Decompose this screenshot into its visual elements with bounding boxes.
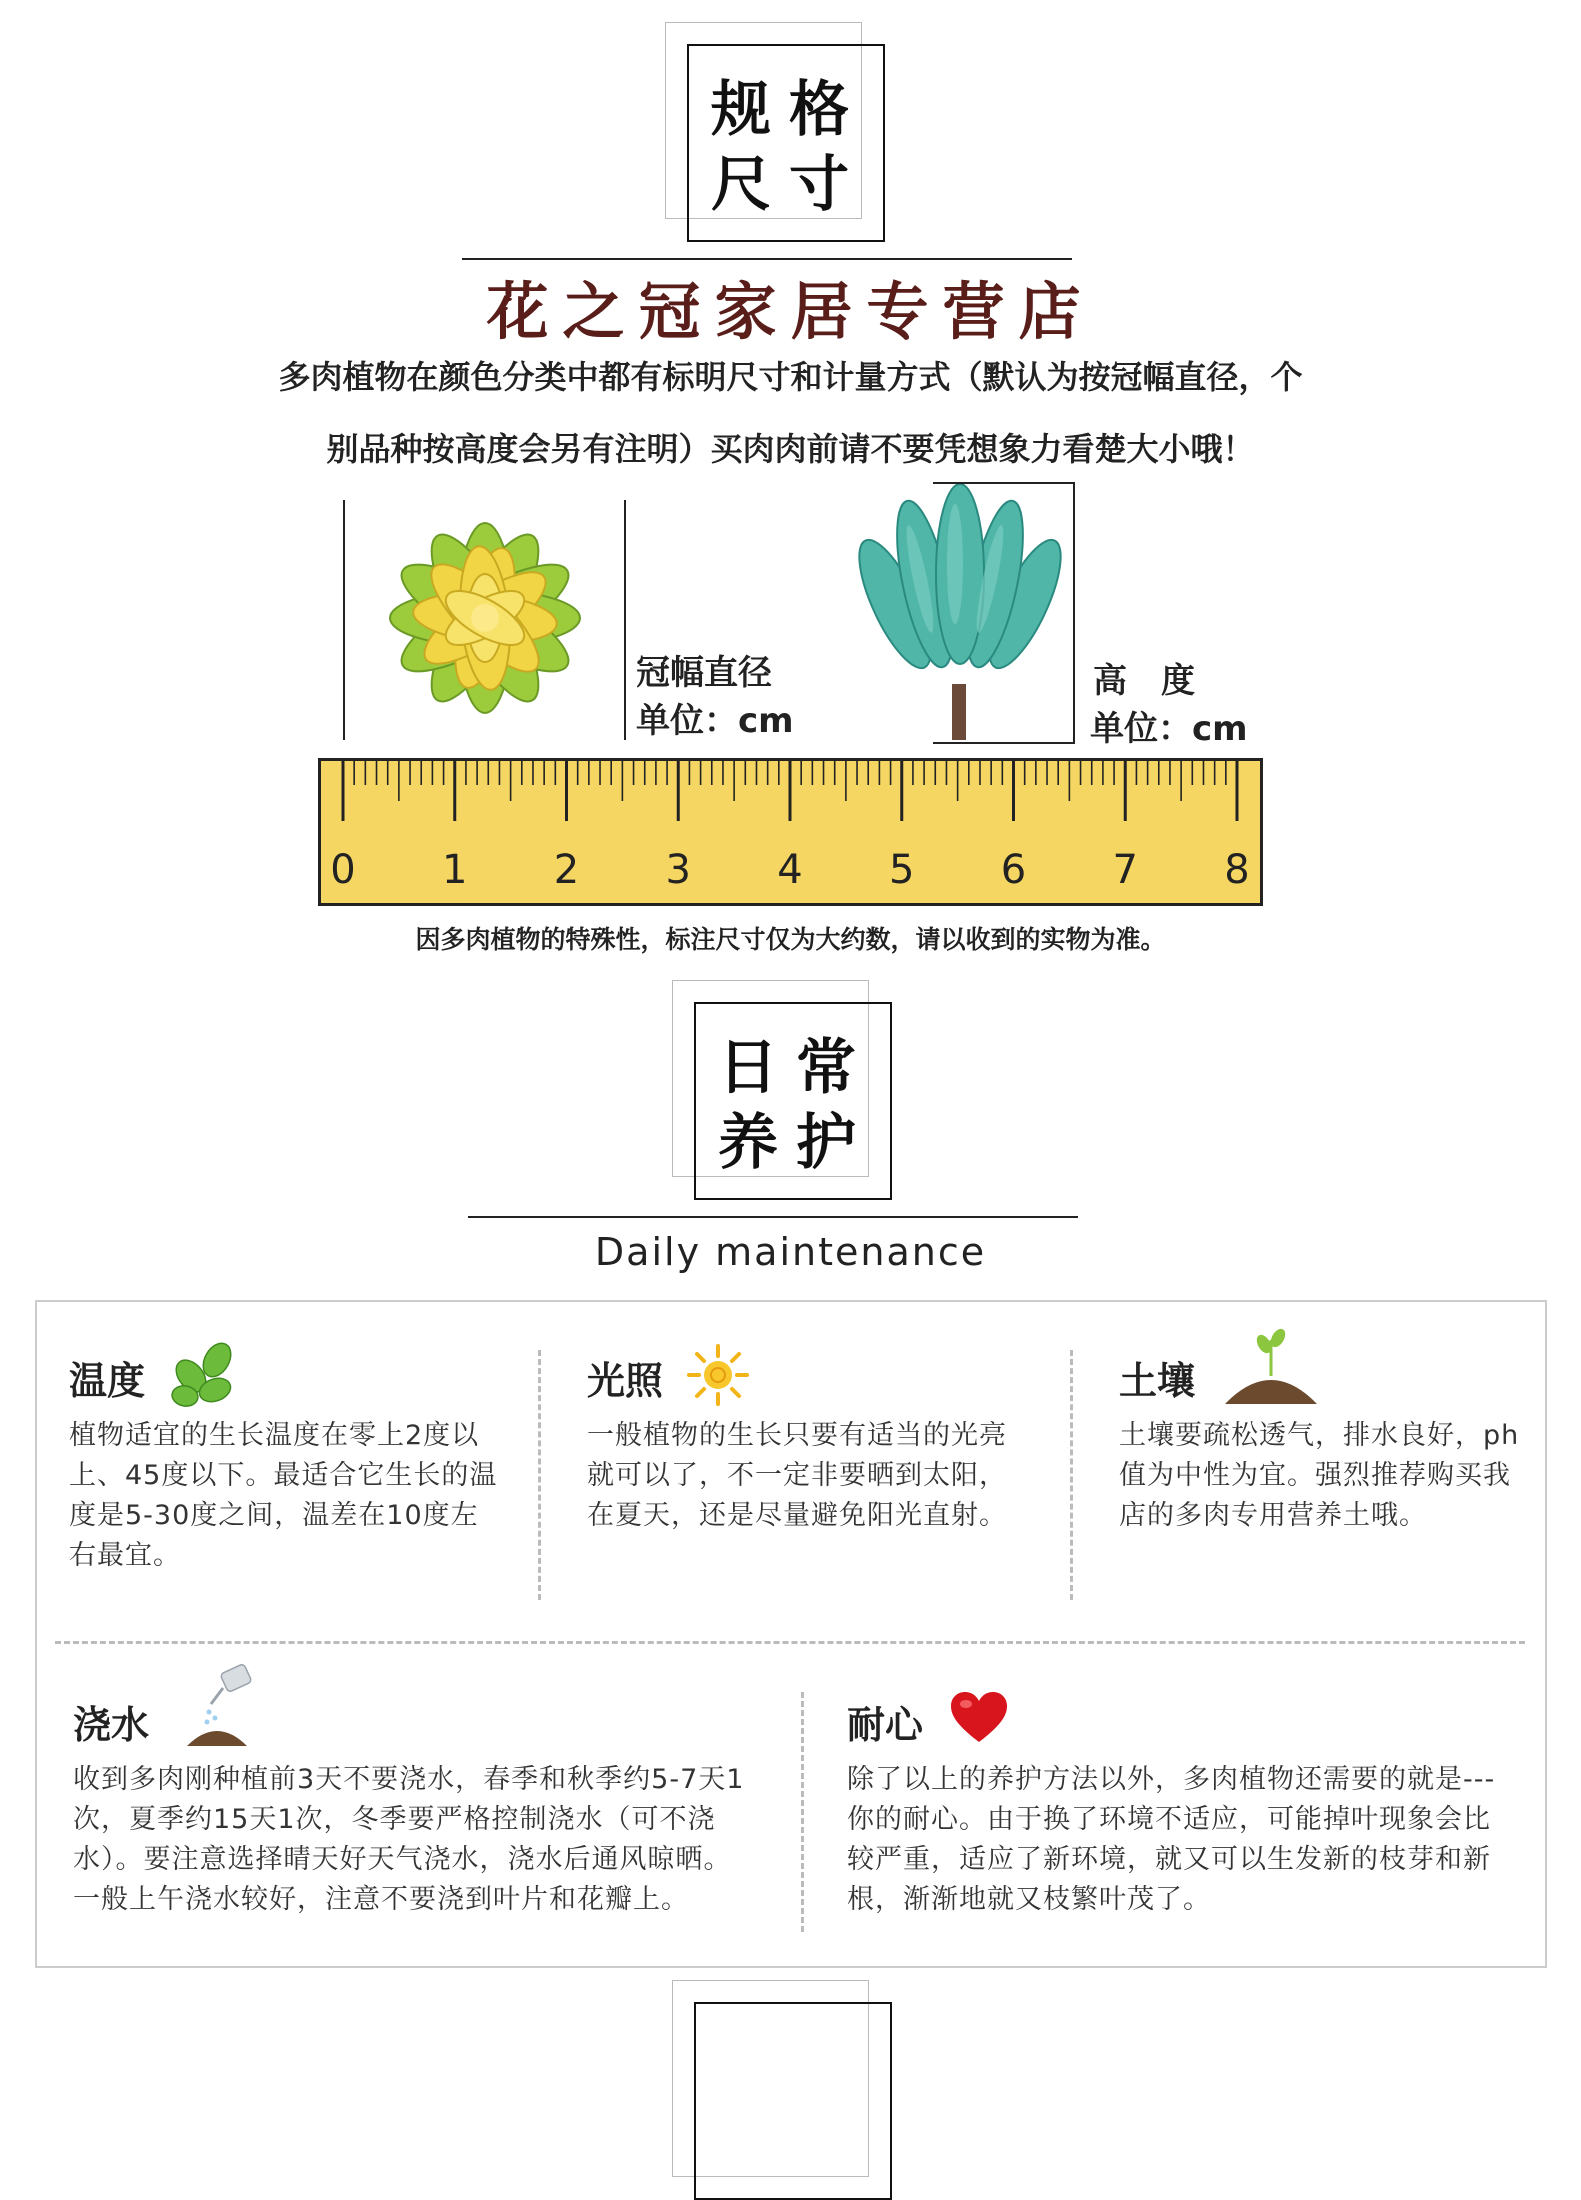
care-panel xyxy=(35,1300,1547,1968)
size-title-line1: 规格 xyxy=(711,75,867,145)
ruler-label-2: 2 xyxy=(553,847,580,893)
diameter-label: 冠幅直径 xyxy=(636,653,772,693)
ruler-label-8: 8 xyxy=(1224,847,1250,893)
ruler-label-1: 1 xyxy=(442,847,468,893)
ruler-ticks xyxy=(321,761,1260,903)
height-unit: 单位：cm xyxy=(1090,709,1248,749)
size-title-line2: 尺寸 xyxy=(711,150,867,220)
temperature-title: 温度 xyxy=(69,1359,146,1403)
ruler-label-5: 5 xyxy=(889,847,915,893)
water-title: 浇水 xyxy=(73,1703,150,1747)
ruler-label-4: 4 xyxy=(777,847,803,893)
care-title-line2: 养护 xyxy=(718,1108,874,1178)
divider-2 xyxy=(468,1216,1078,1218)
soil-sprout-icon xyxy=(1221,1326,1321,1410)
description-line1: 多肉植物在颜色分类中都有标明尺寸和计量方式（默认为按冠幅直径，个 xyxy=(278,358,1303,396)
size-title-box xyxy=(665,22,885,242)
ruler-label-3: 3 xyxy=(665,847,691,893)
diameter-unit: 单位：cm xyxy=(636,701,794,741)
divider-1 xyxy=(462,258,1072,260)
tall-succulent-image xyxy=(855,484,1065,742)
rosette-succulent-image xyxy=(345,488,625,748)
soil-text: 土壤要疏松透气，排水良好，ph值为中性为宜。强烈推荐购买我店的多肉专用营养土哦。 xyxy=(1119,1420,1520,1531)
leaf-sprout-icon xyxy=(167,1338,243,1408)
care-title-line1: 日常 xyxy=(718,1033,874,1103)
daily-maintenance-subtitle: Daily maintenance xyxy=(594,1230,987,1274)
water-text: 收到多肉刚种植前3天不要浇水，春季和秋季约5-7天1次，夏季约15天1次，冬季要严格控制浇水（可不浇水）。要注意选择晴天好天气浇水，浇水后通风晾晒。一般上午浇水较好，注意不要浇到叶片和花瓣上。 xyxy=(73,1764,745,1915)
description-line2: 别品种按高度会另有注明）买肉肉前请不要凭想象力看楚大小哦！ xyxy=(326,430,1255,468)
heart-icon xyxy=(949,1690,1009,1744)
watering-can-icon xyxy=(177,1660,267,1750)
size-note: 因多肉植物的特殊性，标注尺寸仅为大约数，请以收到的实物为准。 xyxy=(415,925,1166,954)
light-title: 光照 xyxy=(587,1359,664,1403)
next-title-box xyxy=(672,1980,892,2040)
light-text: 一般植物的生长只要有适当的光亮就可以了，不一定非要晒到太阳，在夏天，还是尽量避免阳光直射。 xyxy=(587,1420,1007,1531)
care-title-box xyxy=(672,980,892,1200)
temperature-text: 植物适宜的生长温度在零上2度以上、45度以下。最适合它生长的温度是5-30度之间，温差在10度左右最宜。 xyxy=(69,1420,498,1571)
shop-name: 花之冠家居专营店 xyxy=(486,275,1095,348)
patience-text: 除了以上的养护方法以外，多肉植物还需要的就是---你的耐心。由于换了环境不适应，可能掉叶现象会比较严重，适应了新环境，就又可以生发新的枝芽和新根，渐渐地就又枝繁叶茂了。 xyxy=(847,1764,1496,1915)
soil-title: 土壤 xyxy=(1119,1359,1196,1403)
sun-icon xyxy=(685,1342,751,1408)
ruler xyxy=(318,758,1263,906)
ruler-label-0: 0 xyxy=(330,847,356,893)
ruler-label-7: 7 xyxy=(1112,847,1138,893)
ruler-label-6: 6 xyxy=(1000,847,1027,893)
patience-title: 耐心 xyxy=(847,1703,924,1747)
height-label: 高 度 xyxy=(1093,661,1195,701)
